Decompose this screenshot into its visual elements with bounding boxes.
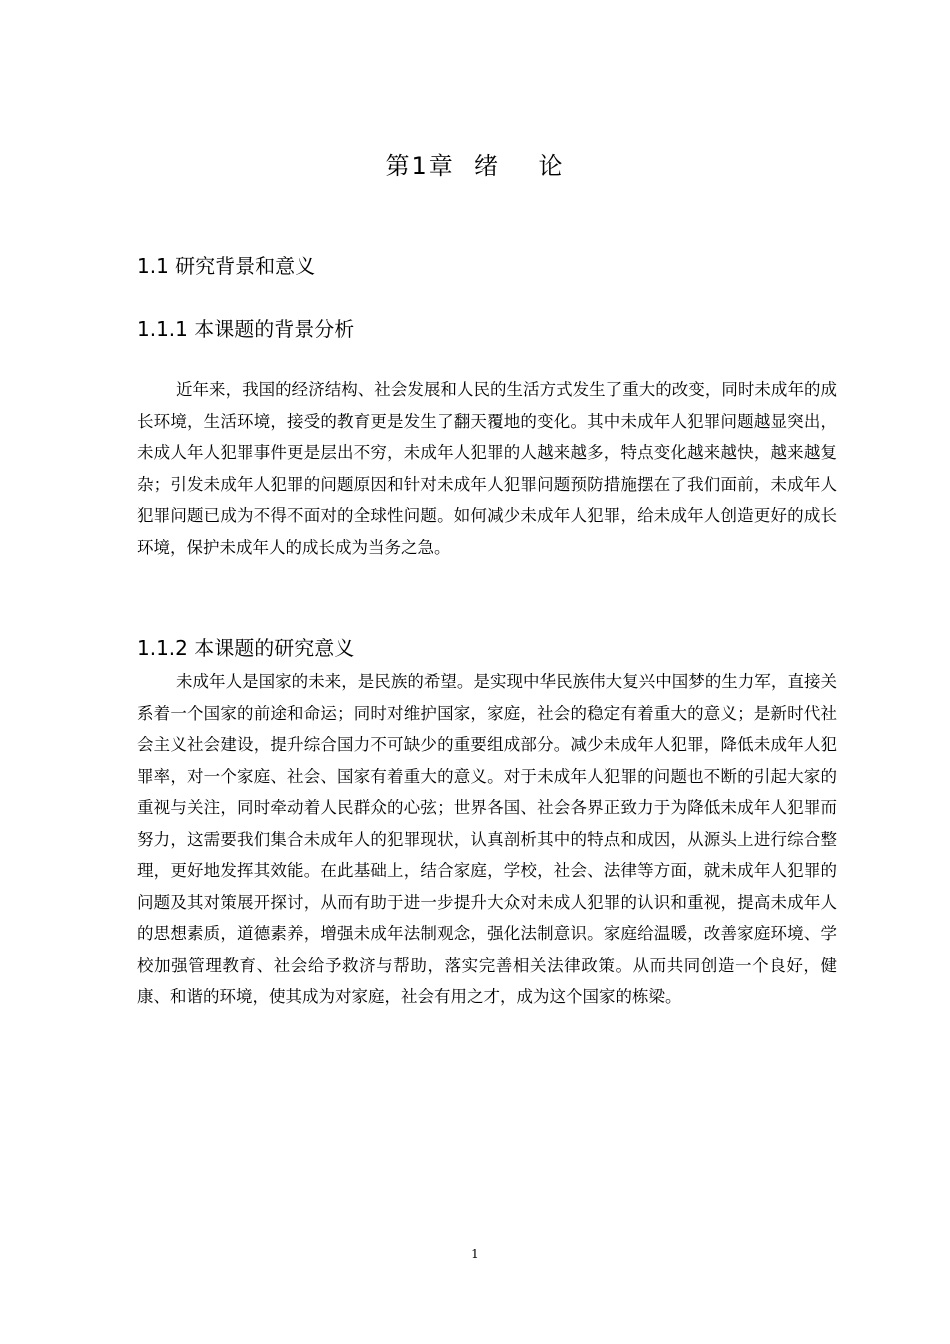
section-heading-1-1: 1.1 研究背景和意义	[137, 254, 316, 278]
paragraph-significance: 未成年人是国家的未来，是民族的希望。是实现中华民族伟大复兴中国梦的生力军，直接关系着一个国家的前途和命运；同时对维护国家，家庭，社会的稳定有着重大的意义；是新时代社会主义社会建设，提升综合国力不可缺少的重要组成部分。减少未成年人犯罪，降低未成年人犯罪率，对一个家庭、社会、国家有着重大的意义。对于未成年人犯罪的问题也不断的引起大家的重视与关注，同时牵动着人民群众的心弦；世界各国、社会各界正致力于为降低未成年人犯罪而努力，这需要我们集合未成年人的犯罪现状，认真剖析其中的特点和成因，从源头上进行综合整理，更好地发挥其效能。在此基础上，结合家庭，学校，社会、法律等方面，就未成年人犯罪的问题及其对策展开探讨，从而有助于进一步提升大众对未成人犯罪的认识和重视，提高未成年人的思想素质，道德素养，增强未成年法制观念，强化法制意识。家庭给温暖，改善家庭环境、学校加强管理教育、社会给予救济与帮助，落实完善相关法律政策。从而共同创造一个良好，健康、和谐的环境，使其成为对家庭，社会有用之才，成为这个国家的栋梁。	[137, 672, 837, 1006]
chapter-title: 第1章 绪 论	[385, 152, 565, 180]
section-heading-1-1-1: 1.1.1 本课题的背景分析	[137, 317, 355, 341]
section-heading-1-1-2: 1.1.2 本课题的研究意义	[137, 636, 355, 660]
page-number: 1	[471, 1247, 479, 1261]
paragraph-background: 近年来，我国的经济结构、社会发展和人民的生活方式发生了重大的改变，同时未成年的成长环境，生活环境，接受的教育更是发生了翻天覆地的变化。其中未成年人犯罪问题越显突出，未成人年人犯罪事件更是层出不穷，未成年人犯罪的人越来越多，特点变化越来越快，越来越复杂；引发未成年人犯罪的问题原因和针对未成年人犯罪问题预防措施摆在了我们面前，未成年人犯罪问题已成为不得不面对的全球性问题。如何减少未成年人犯罪，给未成年人创造更好的成长环境，保护未成年人的成长成为当务之急。	[137, 380, 837, 557]
